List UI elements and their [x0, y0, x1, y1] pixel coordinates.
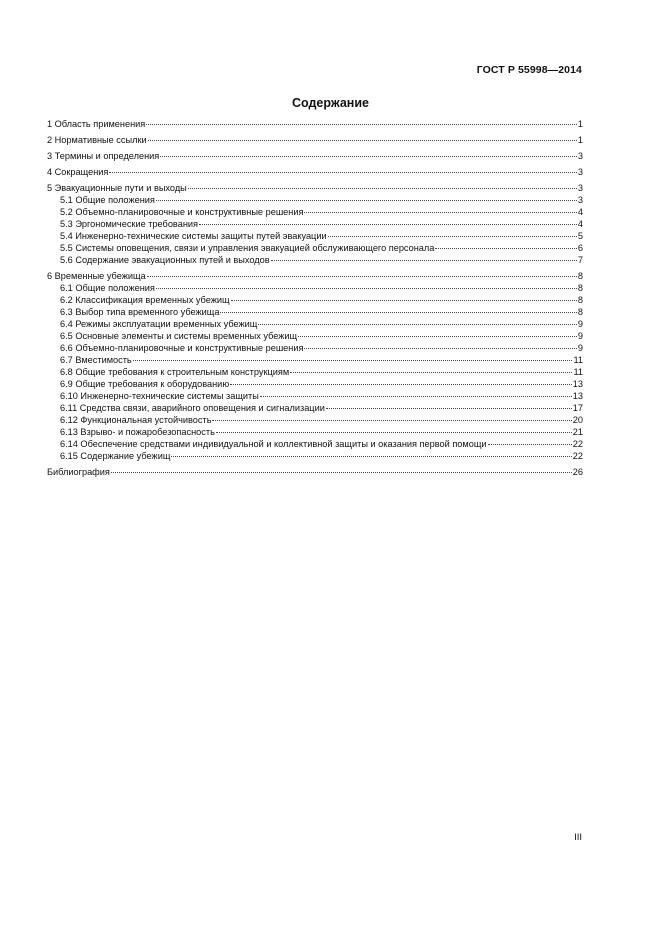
toc-leader-dots — [326, 408, 572, 409]
toc-leader-dots — [111, 472, 572, 473]
toc-entry-label: 1 Область применения — [47, 119, 146, 129]
toc-entry[interactable] — [47, 118, 583, 130]
toc-entry[interactable] — [47, 134, 583, 146]
toc-entry-label: 5.4 Инженерно-технические системы защиты путей эвакуации — [60, 231, 327, 241]
toc-entry-label: 4 Сокращения — [47, 167, 109, 177]
toc-entry-page: 3 — [577, 195, 583, 205]
toc-leader-dots — [109, 172, 576, 173]
toc-leader-dots — [212, 420, 571, 421]
toc-entry-page: 17 — [572, 403, 583, 413]
toc-entry-label: 6.13 Взрыво- и пожаробезопасность — [60, 427, 215, 437]
toc-entry-page: 1 — [577, 135, 583, 145]
toc-entry[interactable] — [47, 354, 583, 366]
toc-entry-page: 22 — [572, 451, 583, 461]
toc-entry-page: 9 — [577, 319, 583, 329]
toc-leader-dots — [156, 288, 577, 289]
toc-entry-label: 6.2 Классификация временных убежищ — [60, 295, 230, 305]
toc-leader-dots — [199, 224, 577, 225]
toc-entry[interactable] — [47, 150, 583, 162]
toc-leader-dots — [304, 212, 576, 213]
toc-entry[interactable] — [47, 366, 583, 378]
toc-entry-label: 6.11 Средства связи, аварийного оповещения и сигнализации — [60, 403, 325, 413]
toc-title: Содержание — [291, 96, 369, 110]
toc-entry-page: 20 — [572, 415, 583, 425]
toc-entry-page: 13 — [572, 379, 583, 389]
toc-entry[interactable] — [47, 402, 583, 414]
toc-entry-page: 21 — [572, 427, 583, 437]
toc-entry-label: 5.3 Эргономические требования — [60, 219, 198, 229]
toc-entry[interactable] — [47, 414, 583, 426]
toc-entry-page: 3 — [577, 167, 583, 177]
toc-entry[interactable] — [47, 450, 583, 462]
toc-entry-page: 22 — [572, 439, 583, 449]
toc-entry[interactable] — [47, 390, 583, 402]
toc-entry-label: 5.6 Содержание эвакуационных путей и выходов — [60, 255, 270, 265]
toc-entry-page: 3 — [577, 151, 583, 161]
document-code: ГОСТ Р 55998—2014 — [476, 64, 582, 76]
toc-entry[interactable] — [47, 294, 583, 306]
toc-leader-dots — [148, 140, 577, 141]
toc-entry[interactable] — [47, 466, 583, 478]
page-number: III — [574, 832, 582, 843]
toc-entry[interactable] — [47, 282, 583, 294]
toc-entry-label: 6.3 Выбор типа временного убежища — [60, 307, 220, 317]
toc-entry[interactable] — [47, 330, 583, 342]
toc-entry-label: 6.4 Режимы эксплуатации временных убежищ — [60, 319, 258, 329]
toc-entry-label: 6.9 Общие требования к оборудованию — [60, 379, 230, 389]
toc-entry-page: 26 — [572, 467, 583, 477]
toc-leader-dots — [220, 312, 576, 313]
toc-entry[interactable] — [47, 426, 583, 438]
toc-leader-dots — [216, 432, 572, 433]
toc-entry[interactable] — [47, 206, 583, 218]
toc-entry-page: 9 — [577, 331, 583, 341]
toc-entry-label: 6.5 Основные элементы и системы временных убежищ — [60, 331, 298, 341]
toc-entry-label: 5.5 Системы оповещения, связи и управления эвакуацией обслуживающего персонала — [60, 243, 435, 253]
toc-leader-dots — [231, 300, 577, 301]
toc-entry-label: 5.1 Общие положения — [60, 195, 155, 205]
toc-entry-page: 8 — [577, 295, 583, 305]
toc-entry-page: 8 — [577, 307, 583, 317]
toc-entry-label: 6.1 Общие положения — [60, 283, 155, 293]
toc-entry-label: 3 Термины и определения — [47, 151, 160, 161]
toc-leader-dots — [230, 384, 572, 385]
toc-leader-dots — [146, 124, 577, 125]
toc-entry-page: 6 — [577, 243, 583, 253]
toc-leader-dots — [260, 396, 572, 397]
toc-entry-page: 11 — [573, 355, 583, 365]
toc-entry[interactable] — [47, 182, 583, 194]
toc-leader-dots — [271, 260, 577, 261]
toc-leader-dots — [435, 248, 576, 249]
toc-entry[interactable] — [47, 270, 583, 282]
toc-entry[interactable] — [47, 342, 583, 354]
toc-entry-page: 5 — [577, 231, 583, 241]
toc-entry-label: 2 Нормативные ссылки — [47, 135, 147, 145]
toc-entry-label: 6.14 Обеспечение средствами индивидуальной и коллективной защиты и оказания первой помощи — [60, 439, 487, 449]
toc-entry-page: 1 — [577, 119, 583, 129]
toc-entry[interactable] — [47, 166, 583, 178]
toc-leader-dots — [133, 360, 573, 361]
toc-leader-dots — [488, 444, 572, 445]
table-of-contents — [47, 118, 583, 478]
toc-entry[interactable] — [47, 378, 583, 390]
toc-entry[interactable] — [47, 254, 583, 266]
toc-entry-label: Библиография — [47, 467, 110, 477]
toc-entry-page: 3 — [577, 183, 583, 193]
toc-entry-page: 7 — [577, 255, 583, 265]
toc-entry-label: 5.2 Объемно-планировочные и конструктивные решения — [60, 207, 304, 217]
toc-entry-label: 6.7 Вместимость — [60, 355, 132, 365]
toc-entry[interactable] — [47, 218, 583, 230]
toc-entry-page: 13 — [572, 391, 583, 401]
toc-entry-label: 6.15 Содержание убежищ — [60, 451, 171, 461]
toc-entry-page: 4 — [577, 207, 583, 217]
toc-leader-dots — [304, 348, 576, 349]
toc-leader-dots — [156, 200, 577, 201]
toc-entry[interactable] — [47, 230, 583, 242]
toc-entry-label: 6.8 Общие требования к строительным конструкциям — [60, 367, 290, 377]
toc-entry-page: 8 — [577, 271, 583, 281]
toc-entry-label: 6.6 Объемно-планировочные и конструктивные решения — [60, 343, 304, 353]
toc-leader-dots — [188, 188, 577, 189]
toc-leader-dots — [298, 336, 577, 337]
toc-entry-label: 6.10 Инженерно-технические системы защиты — [60, 391, 259, 401]
toc-leader-dots — [147, 276, 577, 277]
toc-leader-dots — [171, 456, 571, 457]
toc-entry-page: 11 — [573, 367, 583, 377]
toc-leader-dots — [160, 156, 577, 157]
toc-entry[interactable] — [47, 318, 583, 330]
toc-entry-label: 6.12 Функциональная устойчивость — [60, 415, 212, 425]
toc-entry-page: 4 — [577, 219, 583, 229]
toc-entry[interactable] — [47, 306, 583, 318]
toc-entry[interactable] — [47, 194, 583, 206]
toc-entry-page: 9 — [577, 343, 583, 353]
toc-entry-label: 6 Временные убежища — [47, 271, 146, 281]
toc-leader-dots — [328, 236, 577, 237]
toc-entry-page: 8 — [577, 283, 583, 293]
toc-leader-dots — [258, 324, 577, 325]
toc-leader-dots — [290, 372, 572, 373]
toc-entry-label: 5 Эвакуационные пути и выходы — [47, 183, 187, 193]
toc-entry[interactable] — [47, 438, 583, 450]
toc-entry[interactable] — [47, 242, 583, 254]
